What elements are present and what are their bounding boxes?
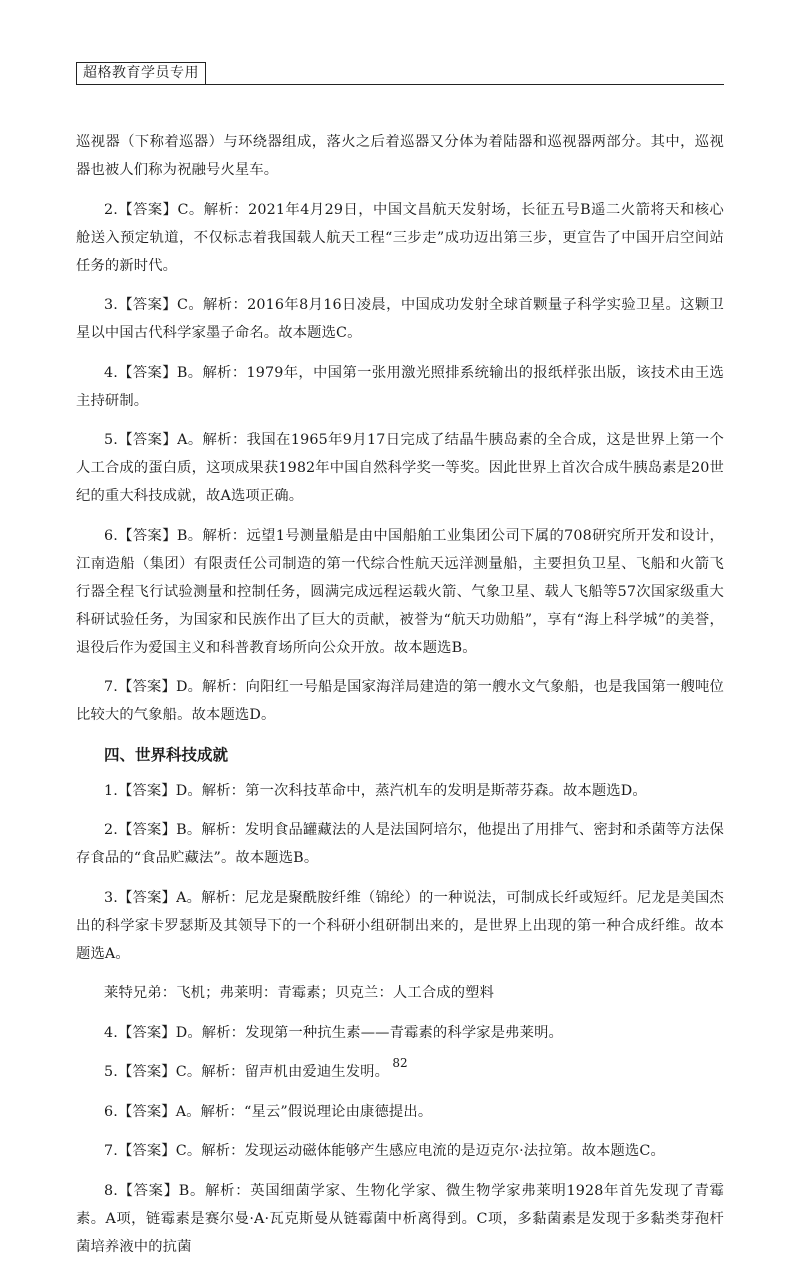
page-number: 82 <box>392 1056 408 1070</box>
answer-paragraph: 7.【答案】C。解析：发现运动磁体能够产生感应电流的是迈克尔·法拉第。故本题选C。 <box>104 1143 665 1159</box>
answer-paragraph: 莱特兄弟：飞机；弗莱明：青霉素；贝克兰：人工合成的塑料 <box>104 985 495 1001</box>
header-divider <box>76 84 724 85</box>
answer-paragraph: 5.【答案】C。解析：留声机由爱迪生发明。 <box>104 1064 390 1080</box>
answer-paragraph: 6.【答案】B。解析：远望1号测量船是由中国船舶工业集团公司下属的708研究所开发和设计，江南造船（集团）有限责任公司制造的第一代综合性航天远洋测量船，主要担负卫星、飞船和火箭飞行器全程飞行试验测量和控制任务，圆满完成远程运载火箭、气象卫星、载人飞船等57次国家级重大科研试验任务，为国家和民族作出了巨大的贡献，被誉为“航天功勋船”，享有“海上科学城”的美誉，退役后作为爱国主义和科普教育场所向公众开放。故本题选B。 <box>76 527 724 656</box>
answer-paragraph: 7.【答案】D。解析：向阳红一号船是国家海洋局建造的第一艘水文气象船，也是我国第一艘吨位比较大的气象船。故本题选D。 <box>76 679 724 723</box>
answer-paragraph: 巡视器（下称着巡器）与环绕器组成，落火之后着巡器又分体为着陆器和巡视器两部分。其中，巡视器也被人们称为祝融号火星车。 <box>76 134 724 178</box>
answer-list-top <box>76 128 724 729</box>
answer-paragraph: 2.【答案】C。解析：2021年4月29日，中国文昌航天发射场，长征五号B遥二火箭将天和核心舱送入预定轨道，不仅标志着我国载人航天工程“三步走”成功迈出第三步，更宣告了中国开启空间站任务的新时代。 <box>76 201 724 274</box>
answer-paragraph: 4.【答案】D。解析：发现第一种抗生素——青霉素的科学家是弗莱明。 <box>104 1024 563 1041</box>
answer-paragraph: 1.【答案】D。解析：第一次科技革命中，蒸汽机车的发明是斯蒂芬森。故本题选D。 <box>104 782 647 799</box>
answer-paragraph: 6.【答案】A。解析：“星云”假说理论由康德提出。 <box>104 1103 433 1120</box>
section-title: 四、世界科技成就 <box>104 745 229 764</box>
header-label: 超格教育学员专用 <box>76 62 206 85</box>
answer-list-bottom <box>76 777 724 1261</box>
answer-paragraph: 4.【答案】B。解析：1979年，中国第一张用激光照排系统输出的报纸样张出版，该技术由王选主持研制。 <box>76 364 724 409</box>
answer-paragraph: 3.【答案】C。解析：2016年8月16日凌晨，中国成功发射全球首颗量子科学实验卫星。这颗卫星以中国古代科学家墨子命名。故本题选C。 <box>76 297 724 341</box>
answer-paragraph: 3.【答案】A。解析：尼龙是聚酰胺纤维（锦纶）的一种说法，可制成长纤或短纤。尼龙是美国杰出的科学家卡罗瑟斯及其领导下的一个科研小组研制出来的，是世界上出现的第一种合成纤维。故本题选A。 <box>76 889 724 962</box>
answer-paragraph: 5.【答案】A。解析：我国在1965年9月17日完成了结晶牛胰岛素的全合成，这是世界上第一个人工合成的蛋白质，这项成果获1982年中国自然科学奖一等奖。因此世界上首次合成牛胰岛素是20世纪的重大科技成就，故A选项正确。 <box>76 432 724 504</box>
document-body <box>76 128 724 1272</box>
answer-paragraph: 2.【答案】B。解析：发明食品罐藏法的人是法国阿培尔，他提出了用排气、密封和杀菌等方法保存食品的“食品贮藏法”。故本题选B。 <box>76 822 724 866</box>
answer-paragraph: 8.【答案】B。解析：英国细菌学家、生物化学家、微生物学家弗莱明1928年首先发现了青霉素。A项，链霉素是赛尔曼·A·瓦克斯曼从链霉菌中析离得到。C项，多黏菌素是发现于多黏类芽孢杆菌培养液中的抗菌 <box>76 1182 724 1255</box>
